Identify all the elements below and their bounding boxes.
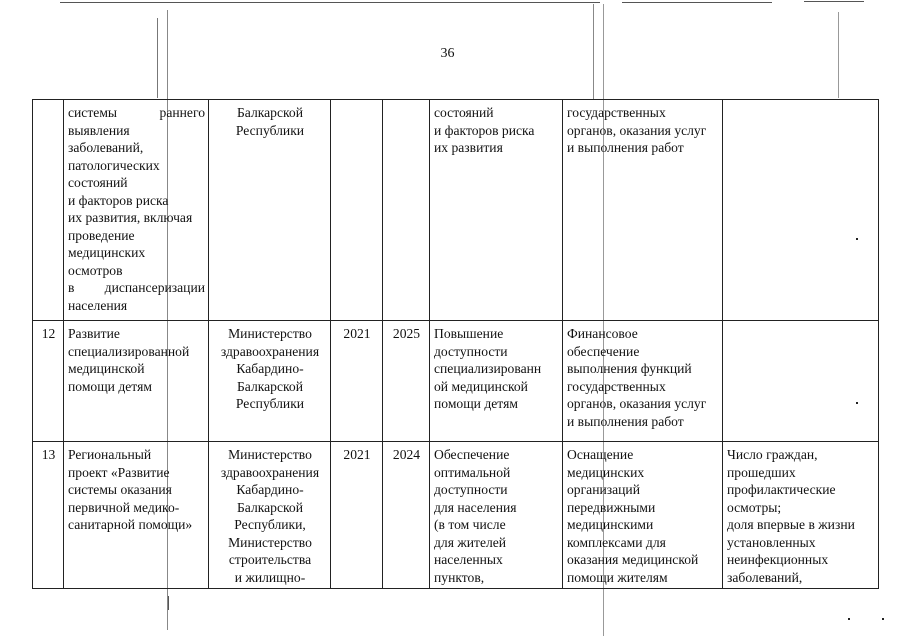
measure-name-text: выявления заболеваний, патологических состояний и факторов риска их развития, включая проведение медицинских осмотров: [68, 122, 193, 278]
measure-name-text: населения: [68, 297, 128, 313]
scan-artifact-dot: [882, 618, 884, 620]
row-number: 13: [33, 442, 64, 589]
executor-cell: Министерство здравоохранения Кабардино- Балкарской Республики: [209, 321, 331, 442]
scan-artifact-top-line: [622, 2, 772, 3]
row-number: [33, 100, 64, 321]
scan-artifact-dot: [848, 618, 850, 620]
funding-cell: государственных органов, оказания услуг и выполнения работ: [563, 100, 723, 321]
table-row: [33, 100, 879, 321]
executor-cell: Министерство здравоохранения Кабардино- Балкарской Республики, Министерство строительства и жилищно-: [209, 442, 331, 589]
start-year-cell: [331, 100, 383, 321]
expected-result-cell: Повышение доступности специализированн ой медицинской помощи детям: [430, 321, 563, 442]
table-row: [33, 321, 879, 442]
funding-cell: Оснащение медицинских организаций передвижными медицинскими комплексами для оказания медицинской помощи жителям: [563, 442, 723, 589]
end-year-cell: 2025: [383, 321, 430, 442]
program-measures-table: [32, 99, 879, 589]
start-year-cell: 2021: [331, 442, 383, 589]
expected-result-cell: Обеспечение оптимальной доступности для населения (в том числе для жителей населенных пунктов,: [430, 442, 563, 589]
end-year-cell: [383, 100, 430, 321]
scan-artifact-top-line: [60, 2, 600, 3]
expected-result-cell: состояний и факторов риска их развития: [430, 100, 563, 321]
measure-name-cell: Развитие специализированной медицинской помощи детям: [64, 321, 209, 442]
measure-name-cell: [64, 100, 209, 321]
table-row: [33, 442, 879, 589]
measure-name-justified-line: в диспансеризации: [68, 280, 205, 295]
funding-cell: Финансовое обеспечение выполнения функций государственных органов, оказания услуг и выполнения работ: [563, 321, 723, 442]
executor-cell: Балкарской Республики: [209, 100, 331, 321]
measure-name-justified-line: системы раннего: [68, 105, 205, 120]
indicator-cell: [723, 100, 879, 321]
measure-name-cell: Региональный проект «Развитие системы оказания первичной медико- санитарной помощи»: [64, 442, 209, 589]
row-number: 12: [33, 321, 64, 442]
start-year-cell: 2021: [331, 321, 383, 442]
indicator-cell: [723, 321, 879, 442]
scan-artifact-vertical-streak: [168, 596, 169, 610]
end-year-cell: 2024: [383, 442, 430, 589]
page-number: 36: [440, 46, 455, 61]
indicator-cell: Число граждан, прошедших профилактические осмотры; доля впервые в жизни установленных неинфекционных заболеваний,: [723, 442, 879, 589]
scan-artifact-top-line: [804, 1, 864, 2]
